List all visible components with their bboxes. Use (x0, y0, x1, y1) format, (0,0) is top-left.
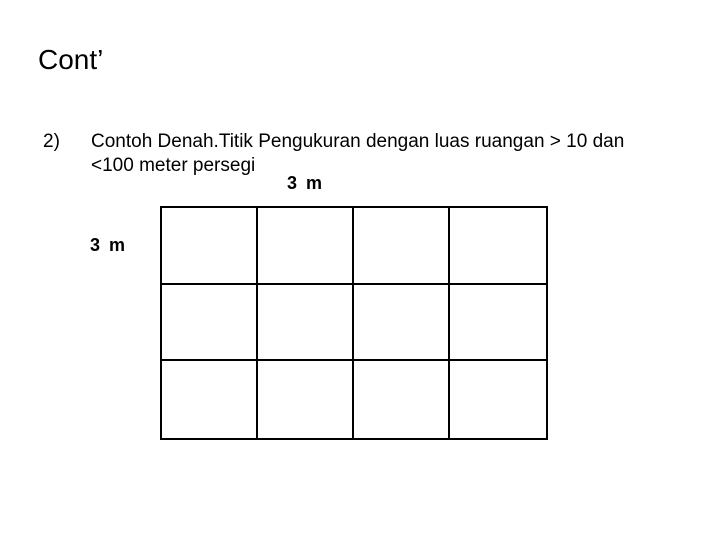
grid-cell (258, 285, 354, 362)
grid-cell (162, 285, 258, 362)
grid-cell (162, 361, 258, 438)
list-item-text-line-2: <100 meter persegi (91, 155, 256, 176)
grid-cell (258, 361, 354, 438)
list-item-text-line-1: Contoh Denah.Titik Pengukuran dengan luas ruangan > 10 dan (91, 131, 625, 152)
grid-cell (450, 208, 546, 285)
measurement-point-grid (160, 206, 548, 440)
slide-title: Cont’ (38, 44, 104, 75)
grid-cell (354, 208, 450, 285)
list-item-text (91, 130, 671, 178)
grid-cell (162, 208, 258, 285)
grid-cell (450, 285, 546, 362)
grid-cell (354, 361, 450, 438)
list-item-number: 2) (43, 131, 60, 152)
left-dimension-label: 3 m (90, 235, 128, 255)
grid-cell (354, 285, 450, 362)
grid-cell (258, 208, 354, 285)
top-dimension-label: 3 m (287, 173, 325, 193)
grid-cell (450, 361, 546, 438)
